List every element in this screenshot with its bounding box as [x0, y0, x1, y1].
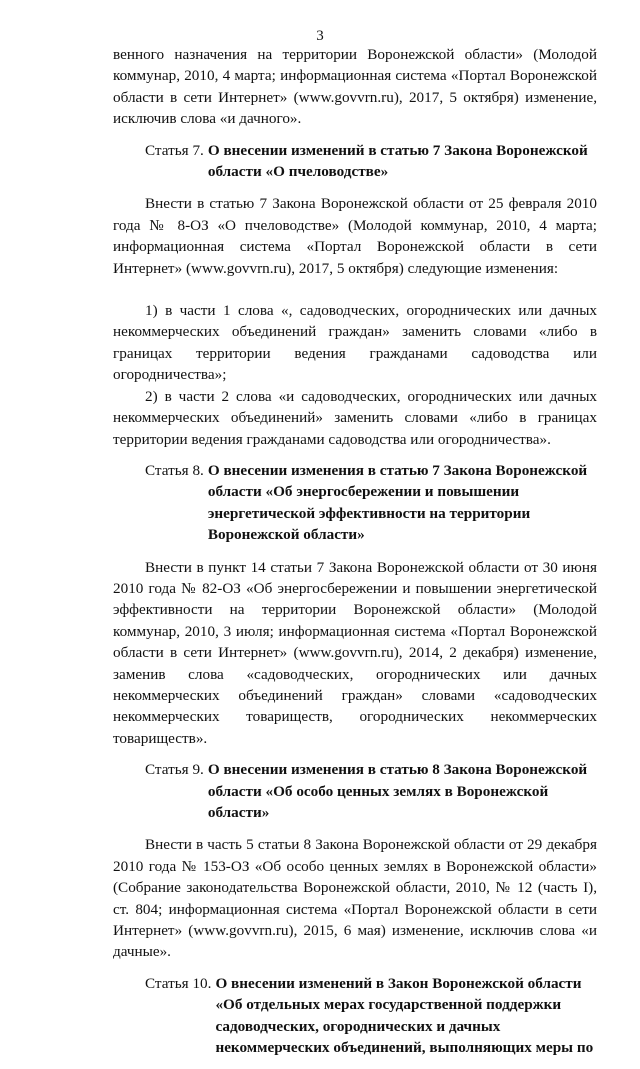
article-9-heading [113, 759, 597, 823]
article-7-title: О внесении изменений в статью 7 Закона Воронежской области «О пчеловодстве» [207, 141, 588, 181]
article-10-heading [113, 973, 597, 1059]
article-8-title: О внесении изменения в статью 7 Закона Воронежской области «Об энергосбережении и повышении энергетической эффективности на территории Воронежской области» [207, 461, 588, 544]
article-7-item-2: 2) в части 2 слова «и садоводческих, огороднических или дачных некоммерческих объединений» заменить словами «либо в границах территории ведения гражданами садоводства или огородничества». [113, 387, 597, 448]
article-9-text: Внести в часть 5 статьи 8 Закона Воронежской области от 29 декабря 2010 года № 153-ОЗ «Об особо ценных землях в Воронежской области» (Собрание законодательства Воронежской области, 2010, № 12 (часть I), ст. 804; информационная система «Портал Воронежской области в сети Интернет» (www.govvrn.ru), 2015, 6 мая) изменение, исключив слова «и дачные». [113, 836, 597, 961]
article-8-text: Внести в пункт 14 статьи 7 Закона Воронежской области от 30 июня 2010 года № 82-ОЗ «Об энергосбережении и повышении энергетической эффективности на территории Воронежской области» (Молодой коммунар, 2010, 3 июля; информационная система «Портал Воронежской области в сети Интернет» (www.govvrn.ru), 2014, 2 декабря) изменение, заменив слова «садоводческих, огороднических или дачных некоммерческих объединений граждан» словами «садоводческих некоммерческих товариществ, огороднических некоммерческих товариществ». [113, 558, 597, 747]
paragraph-continuation: венного назначения на территории Воронежской области» (Молодой коммунар, 2010, 4 марта; информационная система «Портал Воронежской области в сети Интернет» (www.govvrn.ru), 2017, 5 октября) изменение, исключив слова «и дачного». [113, 46, 597, 128]
page-number: 3 [316, 28, 324, 44]
document-body [113, 44, 597, 1069]
article-7-label: Статья 7. [145, 141, 204, 159]
article-10-label: Статья 10. [145, 974, 212, 992]
spacer [113, 279, 597, 300]
article-7-item-1: 1) в части 1 слова «, садоводческих, огороднических или дачных некоммерческих объединений граждан» заменить словами «либо в границах территории ведения гражданами садоводства или огородничества»; [113, 302, 597, 384]
article-8-heading [113, 460, 597, 546]
article-10-title: О внесении изменений в Закон Воронежской области «Об отдельных мерах государственной поддержки садоводческих, огороднических и дачных некоммерческих объединений, выполняющих меры по [215, 974, 594, 1057]
article-9-title: О внесении изменения в статью 8 Закона Воронежской области «Об особо ценных землях в Воронежской области» [207, 761, 588, 821]
article-9-label: Статья 9. [145, 761, 204, 779]
article-7-heading [113, 140, 597, 183]
article-7-intro: Внести в статью 7 Закона Воронежской области от 25 февраля 2010 года № 8-ОЗ «О пчеловодстве» (Молодой коммунар, 2010, 4 марта; информационная система «Портал Воронежской области в сети Интернет» (www.govvrn.ru), 2017, 5 октября) следующие изменения: [113, 195, 597, 277]
article-8-label: Статья 8. [145, 461, 204, 479]
